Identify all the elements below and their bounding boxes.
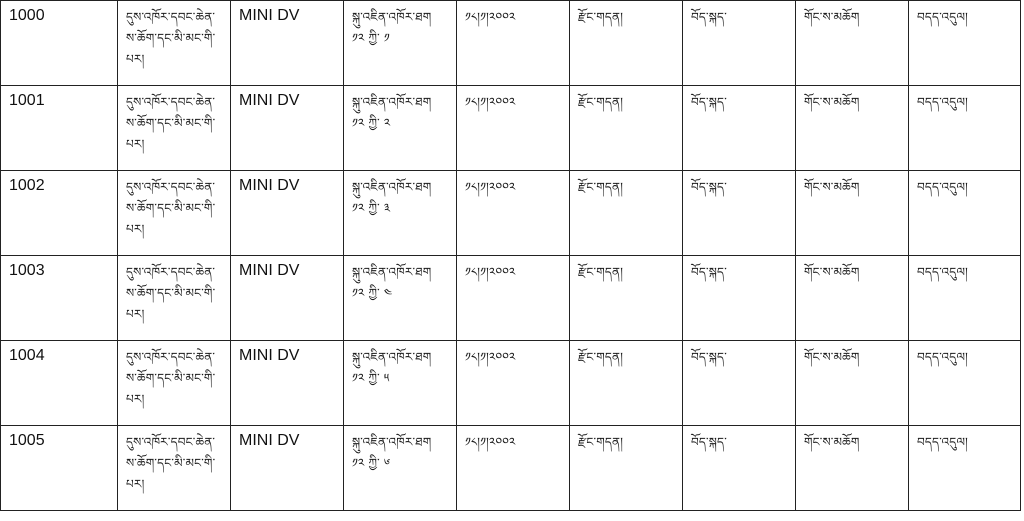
date-cell: [457, 1, 570, 86]
recorder-cell-text: བདད་འདུལ།: [917, 180, 968, 194]
tape-cell-line: ༡༢ ཀྱི་ ༡: [352, 31, 390, 45]
recorder-cell: [909, 1, 1021, 86]
title-cell-line: དུས་འཁོར་དབང་ཆེན་: [126, 180, 216, 194]
date-cell-text: ༡༨།༡།༢༠༠༢: [465, 265, 516, 279]
format-cell: MINI DV: [231, 341, 344, 426]
format-cell: MINI DV: [231, 171, 344, 256]
title-cell: [118, 86, 231, 171]
recorder-cell: [909, 341, 1021, 426]
date-cell-text: ༡༨།༡།༢༠༠༢: [465, 435, 516, 449]
date-cell: [457, 341, 570, 426]
tape-cell-line: ༡༢ ཀྱི་ ༣: [352, 201, 391, 215]
location-cell-text: གོང་ས་མཆོག: [804, 10, 860, 24]
tape-cell: [344, 86, 457, 171]
title-cell: [118, 1, 231, 86]
tape-cell-line: ༡༢ ཀྱི་ ༤: [352, 286, 393, 300]
title-cell-line: དུས་འཁོར་དབང་ཆེན་: [126, 265, 216, 279]
location-cell: [796, 341, 909, 426]
date-cell-text: ༡༨།༡།༢༠༠༢: [465, 10, 516, 24]
language-cell: [683, 171, 796, 256]
language-cell-text: བོད་སྐད་: [691, 265, 727, 279]
record-id-cell: 1003: [1, 256, 118, 341]
place-cell: [570, 256, 683, 341]
location-cell: [796, 1, 909, 86]
title-cell-line: པར།: [126, 137, 145, 151]
language-cell: [683, 1, 796, 86]
location-cell-text: གོང་ས་མཆོག: [804, 180, 860, 194]
language-cell-text: བོད་སྐད་: [691, 180, 727, 194]
table-row: [1, 171, 1021, 256]
recorder-cell: [909, 86, 1021, 171]
title-cell: [118, 256, 231, 341]
language-cell-text: བོད་སྐད་: [691, 10, 727, 24]
title-cell-line: དུས་འཁོར་དབང་ཆེན་: [126, 435, 216, 449]
language-cell-text: བོད་སྐད་: [691, 350, 727, 364]
tape-cell: [344, 1, 457, 86]
record-id-cell: 1004: [1, 341, 118, 426]
language-cell: [683, 426, 796, 511]
title-cell-line: པར།: [126, 52, 145, 66]
tape-cell-line: སྐུ་འཇིན་འཁོར་ཐག: [352, 10, 432, 24]
place-cell-text: རྫོང་གདན།: [578, 265, 624, 279]
place-cell: [570, 86, 683, 171]
date-cell: [457, 171, 570, 256]
title-cell: [118, 171, 231, 256]
tape-cell: [344, 256, 457, 341]
place-cell: [570, 426, 683, 511]
table-row: [1, 1, 1021, 86]
tape-cell-line: སྐུ་འཇིན་འཁོར་ཐག: [352, 350, 432, 364]
recorder-cell: [909, 426, 1021, 511]
table-row: [1, 426, 1021, 511]
title-cell-line: ས་ཆོག་དང་མི་མང་གི་: [126, 201, 216, 215]
title-cell-line: ས་ཆོག་དང་མི་མང་གི་: [126, 456, 216, 470]
tape-cell-line: སྐུ་འཇིན་འཁོར་ཐག: [352, 95, 432, 109]
date-cell: [457, 86, 570, 171]
recorder-cell: [909, 171, 1021, 256]
record-id-cell: 1005: [1, 426, 118, 511]
title-cell-line: ས་ཆོག་དང་མི་མང་གི་: [126, 116, 216, 130]
table-row: [1, 256, 1021, 341]
date-cell-text: ༡༨།༡།༢༠༠༢: [465, 350, 516, 364]
place-cell: [570, 171, 683, 256]
language-cell: [683, 256, 796, 341]
recorder-cell-text: བདད་འདུལ།: [917, 265, 968, 279]
location-cell-text: གོང་ས་མཆོག: [804, 95, 860, 109]
recorder-cell-text: བདད་འདུལ།: [917, 350, 968, 364]
recorder-cell-text: བདད་འདུལ།: [917, 95, 968, 109]
date-cell-text: ༡༨།༡།༢༠༠༢: [465, 95, 516, 109]
recorder-cell-text: བདད་འདུལ།: [917, 435, 968, 449]
place-cell: [570, 341, 683, 426]
location-cell: [796, 171, 909, 256]
place-cell-text: རྫོང་གདན།: [578, 435, 624, 449]
location-cell: [796, 86, 909, 171]
tape-cell: [344, 426, 457, 511]
language-cell-text: བོད་སྐད་: [691, 95, 727, 109]
table-row: [1, 86, 1021, 171]
title-cell-line: པར།: [126, 477, 145, 491]
title-cell-line: པར།: [126, 222, 145, 236]
place-cell: [570, 1, 683, 86]
title-cell-line: ས་ཆོག་དང་མི་མང་གི་: [126, 371, 216, 385]
format-cell: MINI DV: [231, 256, 344, 341]
place-cell-text: རྫོང་གདན།: [578, 95, 624, 109]
title-cell: [118, 341, 231, 426]
date-cell-text: ༡༨།༡།༢༠༠༢: [465, 180, 516, 194]
location-cell: [796, 426, 909, 511]
title-cell-line: པར།: [126, 392, 145, 406]
tape-cell-line: སྐུ་འཇིན་འཁོར་ཐག: [352, 180, 432, 194]
date-cell: [457, 426, 570, 511]
tape-cell: [344, 341, 457, 426]
format-cell: MINI DV: [231, 426, 344, 511]
location-cell-text: གོང་ས་མཆོག: [804, 265, 860, 279]
tape-cell-line: སྐུ་འཇིན་འཁོར་ཐག: [352, 265, 432, 279]
language-cell-text: བོད་སྐད་: [691, 435, 727, 449]
place-cell-text: རྫོང་གདན།: [578, 180, 624, 194]
title-cell-line: དུས་འཁོར་དབང་ཆེན་: [126, 350, 216, 364]
language-cell: [683, 86, 796, 171]
record-id-cell: 1000: [1, 1, 118, 86]
tape-cell-line: སྐུ་འཇིན་འཁོར་ཐག: [352, 435, 432, 449]
title-cell-line: དུས་འཁོར་དབང་ཆེན་: [126, 10, 216, 24]
title-cell-line: ས་ཆོག་དང་མི་མང་གི་: [126, 31, 216, 45]
format-cell: MINI DV: [231, 1, 344, 86]
tape-cell: [344, 171, 457, 256]
title-cell: [118, 426, 231, 511]
tape-cell-line: ༡༢ ཀྱི་ ༥: [352, 371, 390, 385]
date-cell: [457, 256, 570, 341]
title-cell-line: ས་ཆོག་དང་མི་མང་གི་: [126, 286, 216, 300]
format-cell: MINI DV: [231, 86, 344, 171]
tape-cell-line: ༡༢ ཀྱི་ ༢: [352, 116, 391, 130]
place-cell-text: རྫོང་གདན།: [578, 10, 624, 24]
catalog-rows: [1, 1, 1021, 511]
location-cell-text: གོང་ས་མཆོག: [804, 350, 860, 364]
language-cell: [683, 341, 796, 426]
location-cell-text: གོང་ས་མཆོག: [804, 435, 860, 449]
record-id-cell: 1002: [1, 171, 118, 256]
title-cell-line: པར།: [126, 307, 145, 321]
recorder-cell-text: བདད་འདུལ།: [917, 10, 968, 24]
record-id-cell: 1001: [1, 86, 118, 171]
title-cell-line: དུས་འཁོར་དབང་ཆེན་: [126, 95, 216, 109]
table-row: [1, 341, 1021, 426]
recorder-cell: [909, 256, 1021, 341]
tape-cell-line: ༡༢ ཀྱི་ ༦: [352, 456, 391, 470]
place-cell-text: རྫོང་གདན།: [578, 350, 624, 364]
location-cell: [796, 256, 909, 341]
